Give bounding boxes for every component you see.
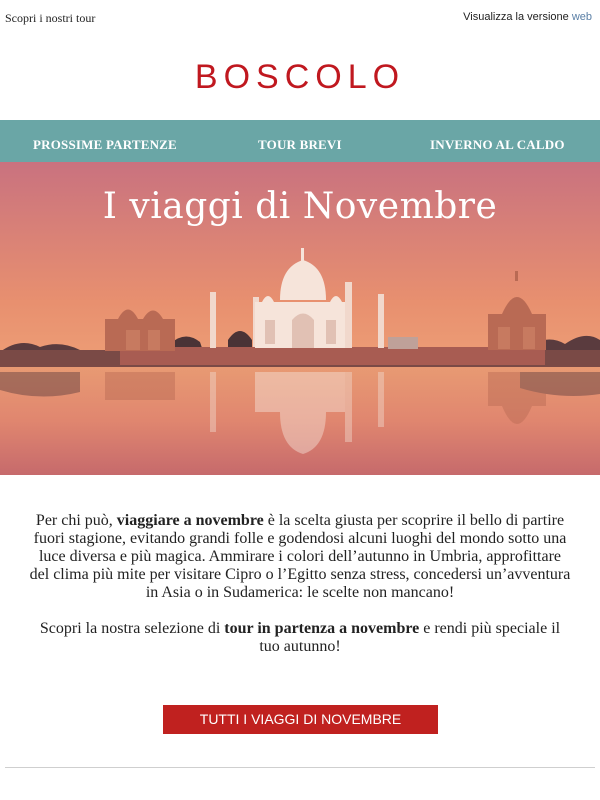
all-november-trips-button[interactable]: TUTTI I VIAGGI DI NOVEMBRE (163, 705, 438, 734)
view-web-version (463, 11, 592, 23)
hero-title: I viaggi di Novembre (102, 186, 498, 227)
main-nav (0, 120, 600, 162)
discover-tours-link[interactable]: Scopri i nostri tour (5, 11, 96, 25)
intro-p2-bold: tour in partenza a novembre (224, 620, 420, 637)
nav-item-tour-brevi[interactable]: TOUR BREVI (258, 137, 342, 152)
intro-p1-text-c: è la scelta giusta per scoprire il bello di partire fuori stagione, evitando grandi folle e godendosi alcuni luoghi del mondo sotto una luce diversa e più magica. Ammirare i colori dell’autunno in Umbria, approfittare del clima più mite per visitare Cipro o l’Egitto senza stress, concedersi un’avventura in Asia o in Sudamerica: le scelte non mancano! (29, 512, 571, 601)
nav-item-prossime-partenze[interactable]: PROSSIME PARTENZE (33, 137, 177, 152)
divider (5, 767, 595, 768)
preheader (0, 0, 600, 36)
nav-item-inverno-al-caldo[interactable]: INVERNO AL CALDO (430, 137, 565, 152)
view-web-version-text: Visualizza la versione (463, 11, 572, 23)
intro-p1-text-a: Per chi può, (35, 512, 117, 529)
hero-banner[interactable] (0, 162, 600, 475)
intro-p2-text-c: e rendi più speciale il tuo autunno! (259, 620, 561, 655)
intro-paragraph-2 (28, 620, 572, 656)
web-version-link[interactable]: web (571, 11, 592, 23)
intro-p2-text-a: Scopri la nostra selezione di (39, 620, 225, 637)
intro-paragraph-1 (28, 512, 572, 602)
boscolo-logo[interactable]: BOSCOLO (194, 58, 406, 96)
intro-p1-bold: viaggiare a novembre (116, 512, 264, 529)
intro-text (28, 512, 572, 656)
